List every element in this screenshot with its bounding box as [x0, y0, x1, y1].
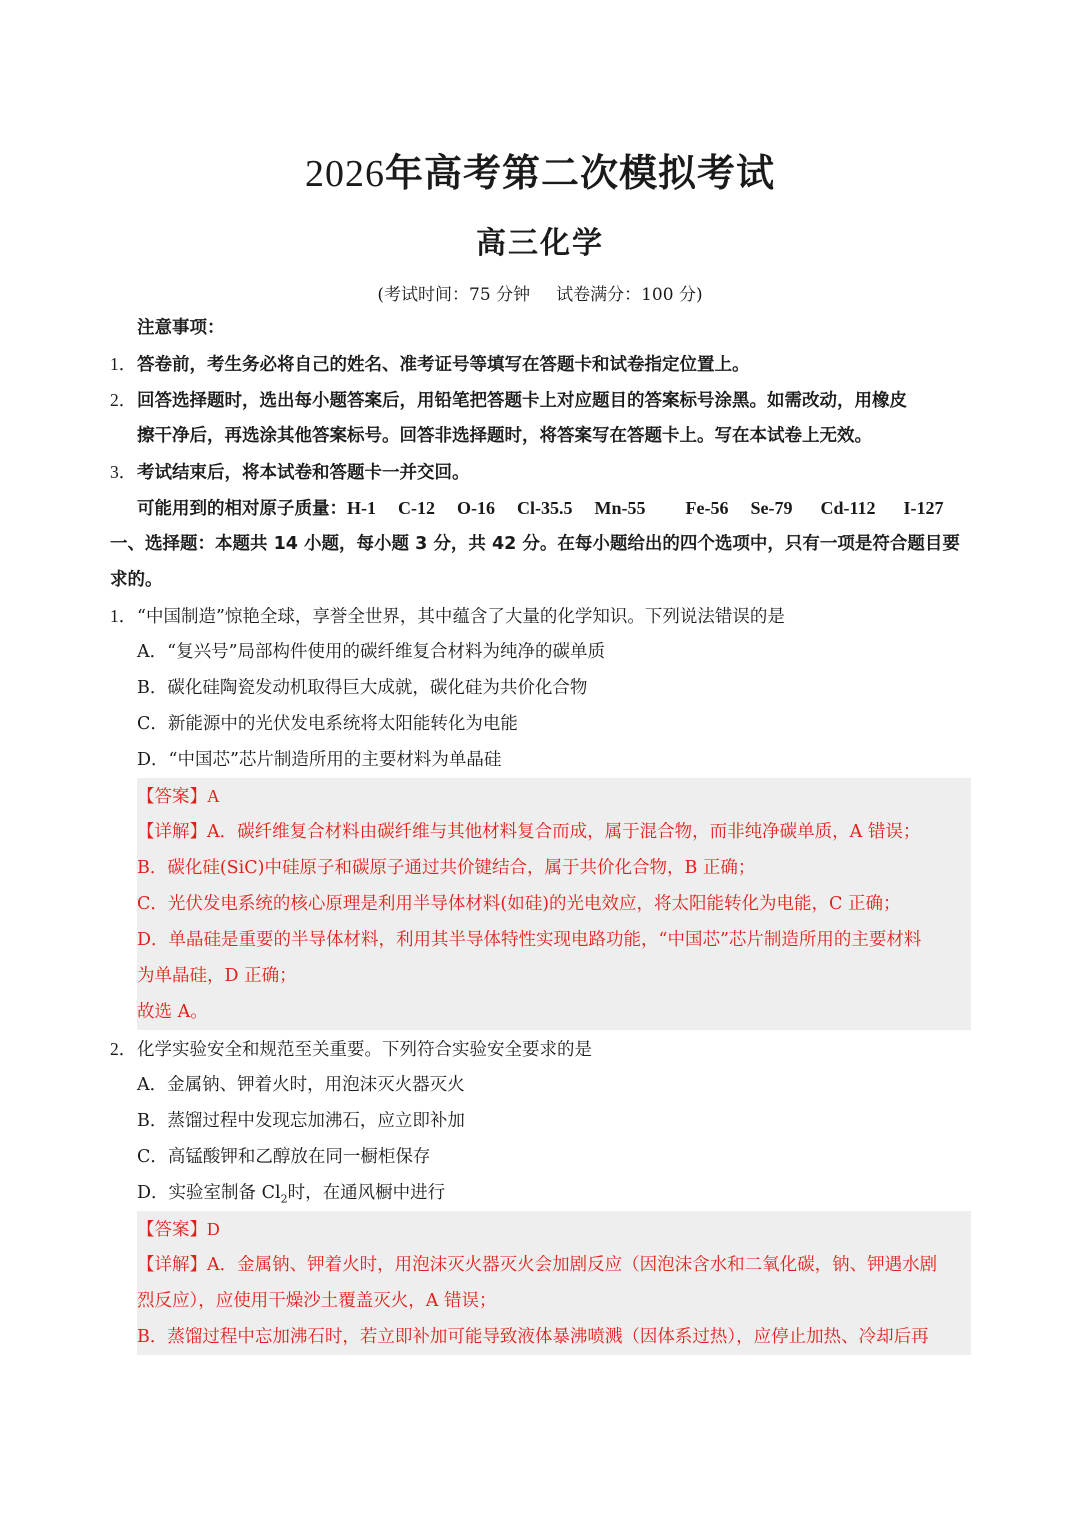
notice-item-2: 2．回答选择题时，选出每小题答案后，用铅笔把答题卡上对应题目的答案标号涂黑。如需改动，用橡皮 [110, 390, 907, 411]
q2-detail-2: 烈反应），应使用干燥沙土覆盖灭火，A 错误； [137, 1291, 497, 1311]
q1-option-a: A．“复兴号”局部构件使用的碳纤维复合材料为纯净的碳单质 [137, 642, 606, 662]
title-text: 年高考第二次模拟考试 [384, 151, 775, 195]
exam-time: (考试时间：75 分钟 [377, 285, 531, 305]
exam-title [0, 142, 1080, 197]
section-heading-cont: 求的。 [110, 570, 163, 590]
q1-option-c: C．新能源中的光伏发电系统将太阳能转化为电能 [137, 714, 518, 734]
q2-option-b: B．蒸馏过程中发现忘加沸石，应立即补加 [137, 1111, 465, 1131]
masses-label: 可能用到的相对原子质量： [137, 499, 347, 519]
q1-option-b: B．碳化硅陶瓷发动机取得巨大成就，碳化硅为共价化合物 [137, 678, 588, 698]
q1-option-d: D．“中国芯”芯片制造所用的主要材料为单晶硅 [137, 750, 502, 770]
q1-detail-2: B．碳化硅(SiC)中硅原子和碳原子通过共价键结合，属于共价化合物，B 正确； [137, 858, 756, 878]
q2-detail-1: 【详解】A．金属钠、钾着火时，用泡沫灭火器灭火会加剧反应（因泡沫含水和二氧化碳，钠、钾遇水剧 [137, 1255, 938, 1275]
q1-detail-6: 故选 A。 [137, 1002, 208, 1022]
exam-info [0, 280, 1080, 305]
notice-item-2-cont: 擦干净后，再选涂其他答案标号。回答非选择题时，将答案写在答题卡上。写在本试卷上无效。 [137, 426, 872, 446]
notice-item-3: 3．考试结束后，将本试卷和答题卡一并交回。 [110, 462, 470, 483]
q2-option-a: A．金属钠、钾着火时，用泡沫灭火器灭火 [137, 1075, 465, 1095]
question-1-stem: 1．“中国制造”惊艳全球，享誉全世界，其中蕴含了大量的化学知识。下列说法错误的是 [110, 606, 785, 627]
q2-option-d: D．实验室制备 $Cl_2$时，在通风橱中进行 [137, 1183, 446, 1206]
q1-detail-4: D．单晶硅是重要的半导体材料，利用其半导体特性实现电路功能，“中国芯”芯片制造所用的主要材料 [137, 930, 922, 950]
question-2-stem: 2．化学实验安全和规范至关重要。下列符合实验安全要求的是 [110, 1039, 592, 1060]
q2-answer-box [137, 1211, 971, 1355]
subject-title: 高三化学 [476, 226, 604, 261]
q1-answer-box [137, 778, 971, 1030]
q1-detail-1: 【详解】A．碳纤维复合材料由碳纤维与其他材料复合而成，属于混合物，而非纯净碳单质，A 错误； [137, 822, 921, 842]
q1-detail-3: C．光伏发电系统的核心原理是利用半导体材料(如硅)的光电效应，将太阳能转化为电能，C 正确； [137, 894, 901, 914]
atomic-masses: 可能用到的相对原子质量：H-1 C-12 O-16 Cl-35.5 Mn-55 Fe-56 Se-79 Cd-112 I-127 [137, 498, 944, 519]
full-score: 试卷满分：100 分) [556, 285, 703, 305]
title-year: 2026 [304, 153, 385, 195]
q1-answer: 【答案】A [137, 786, 220, 807]
q1-detail-5: 为单晶硅，D 正确； [137, 966, 297, 986]
q2-detail-3: B．蒸馏过程中忘加沸石时，若立即补加可能导致液体暴沸喷溅（因体系过热），应停止加热、冷却后再 [137, 1327, 929, 1347]
notice-item-1: 1．答卷前，考生务必将自己的姓名、准考证号等填写在答题卡和试卷指定位置上。 [110, 354, 750, 375]
q2-option-c: C．高锰酸钾和乙醇放在同一橱柜保存 [137, 1147, 431, 1167]
notice-heading: 注意事项： [137, 318, 225, 338]
section-heading: 一、选择题：本题共 14 小题，每小题 3 分，共 42 分。在每小题给出的四个选项中，只有一项是符合题目要 [110, 534, 960, 554]
q2-answer: 【答案】D [137, 1219, 220, 1240]
